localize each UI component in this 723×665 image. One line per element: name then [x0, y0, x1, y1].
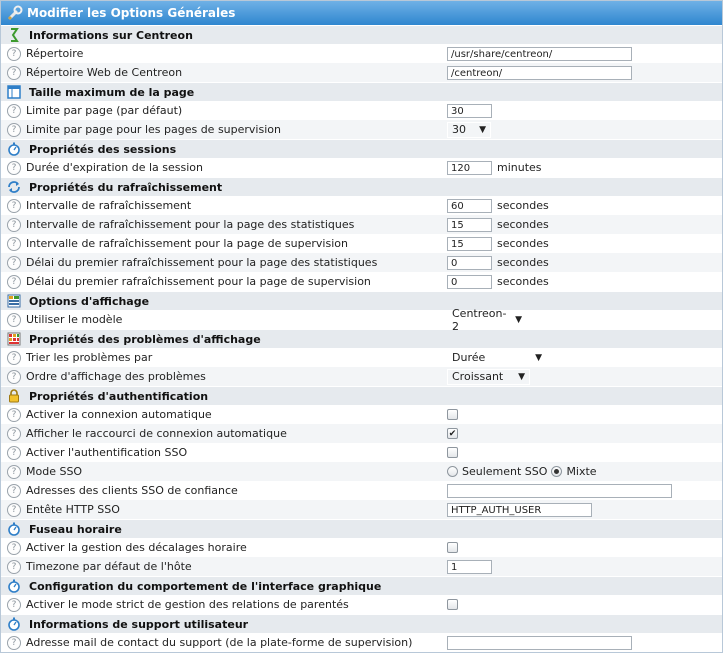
row-web-directory — [1, 63, 722, 82]
help-icon[interactable]: ? — [7, 47, 21, 61]
lock-icon — [7, 389, 21, 403]
stopwatch-icon — [7, 617, 21, 631]
help-icon[interactable]: ? — [7, 446, 21, 460]
select-value: Centreon-2 — [452, 306, 507, 333]
field-label: Timezone par défaut de l'hôte — [26, 560, 192, 573]
section-centreon-info — [1, 25, 722, 44]
sso-header-input[interactable]: HTTP_AUTH_USER — [447, 503, 592, 517]
sso-mixed-radio[interactable] — [551, 466, 562, 477]
timezone-enable-checkbox[interactable] — [447, 542, 458, 553]
page-layout-icon — [7, 85, 21, 99]
row-template — [1, 306, 722, 333]
sso-only-option[interactable] — [447, 465, 547, 478]
radio-label: Seulement SSO — [462, 465, 548, 478]
row-sso-header — [1, 500, 722, 519]
row-strict-parent-mode — [1, 595, 722, 614]
section-timezone — [1, 519, 722, 538]
help-icon[interactable]: ? — [7, 104, 21, 118]
section-title: Propriétés des sessions — [29, 142, 177, 156]
field-label: Limite par page (par défaut) — [26, 104, 183, 117]
unit-label: secondes — [497, 275, 549, 288]
section-user-support — [1, 614, 722, 633]
section-title: Configuration du comportement de l'interface graphique — [29, 579, 382, 593]
wrench-icon — [7, 5, 23, 21]
section-title: Propriétés d'authentification — [29, 389, 209, 403]
select-value: Croissant — [452, 370, 504, 383]
help-icon[interactable]: ? — [7, 123, 21, 137]
chevron-down-icon: ▼ — [518, 371, 525, 382]
help-icon[interactable]: ? — [7, 560, 21, 574]
field-label: Délai du premier rafraîchissement pour la page de supervision — [26, 275, 371, 288]
field-label: Activer le mode strict de gestion des relations de parentés — [26, 598, 349, 611]
section-title: Propriétés des problèmes d'affichage — [29, 332, 261, 346]
refresh-monitoring-input[interactable]: 15 — [447, 237, 492, 251]
field-label: Ordre d'affichage des problèmes — [26, 370, 206, 383]
unit-label: minutes — [497, 161, 542, 174]
help-icon[interactable]: ? — [7, 66, 21, 80]
refresh-icon — [7, 180, 21, 194]
field-label: Activer la connexion automatique — [26, 408, 212, 421]
field-label: Activer la gestion des décalages horaire — [26, 541, 247, 554]
select-value: Durée — [452, 351, 486, 364]
row-sort-problems — [1, 348, 722, 367]
row-support-email — [1, 633, 722, 652]
radio-label: Mixte — [566, 465, 597, 478]
section-display-options — [1, 291, 722, 310]
refresh-stats-input[interactable]: 15 — [447, 218, 492, 232]
row-refresh-stats — [1, 215, 722, 234]
help-icon[interactable]: ? — [7, 465, 21, 479]
autologin-checkbox[interactable] — [447, 409, 458, 420]
unit-label: secondes — [497, 256, 549, 269]
help-icon[interactable]: ? — [7, 313, 21, 327]
help-icon[interactable]: ? — [7, 199, 21, 213]
sso-only-radio[interactable] — [447, 466, 458, 477]
row-first-refresh-stats — [1, 253, 722, 272]
problems-grid-icon — [7, 332, 21, 346]
field-label: Entête HTTP SSO — [26, 503, 120, 516]
section-title: Informations sur Centreon — [29, 28, 193, 42]
help-icon[interactable]: ? — [7, 370, 21, 384]
field-label: Délai du premier rafraîchissement pour la page des statistiques — [26, 256, 378, 269]
section-refresh — [1, 177, 722, 196]
row-session-expiration — [1, 158, 722, 177]
row-refresh-interval — [1, 196, 722, 215]
autologin-shortcut-checkbox[interactable]: ✔ — [448, 428, 457, 439]
field-label: Adresses des clients SSO de confiance — [26, 484, 238, 497]
field-label: Répertoire Web de Centreon — [26, 66, 183, 79]
support-email-input[interactable] — [447, 636, 632, 650]
help-icon[interactable]: ? — [7, 503, 21, 517]
row-autologin-shortcut — [1, 424, 722, 443]
chevron-down-icon: ▼ — [515, 314, 522, 325]
row-sso-mode — [1, 462, 722, 481]
field-label: Afficher le raccourci de connexion automatique — [26, 427, 287, 440]
select-value: 30 — [452, 123, 466, 136]
session-expiration-input[interactable]: 120 — [447, 161, 492, 175]
sso-enable-checkbox[interactable] — [447, 447, 458, 458]
section-page-size — [1, 82, 722, 101]
strict-parent-mode-checkbox[interactable] — [447, 599, 458, 610]
field-label: Adresse mail de contact du support (de la plate-forme de supervision) — [26, 636, 413, 649]
field-label: Intervalle de rafraîchissement pour la page des statistiques — [26, 218, 355, 231]
section-title: Propriétés du rafraîchissement — [29, 180, 223, 194]
limit-default-input[interactable]: 30 — [447, 104, 492, 118]
stopwatch-icon — [7, 579, 21, 593]
sort-problems-select[interactable] — [447, 350, 547, 366]
unit-label: secondes — [497, 218, 549, 231]
help-icon[interactable]: ? — [7, 275, 21, 289]
row-first-refresh-monitoring — [1, 272, 722, 291]
field-label: Intervalle de rafraîchissement — [26, 199, 192, 212]
help-icon[interactable]: ? — [7, 636, 21, 650]
row-refresh-monitoring — [1, 234, 722, 253]
limit-monitoring-select[interactable] — [447, 122, 491, 138]
row-sso-enable — [1, 443, 722, 462]
help-icon[interactable]: ? — [7, 427, 21, 441]
stopwatch-icon — [7, 522, 21, 536]
sso-mixed-option[interactable] — [551, 465, 596, 478]
section-title: Taille maximum de la page — [29, 85, 195, 99]
help-icon[interactable]: ? — [7, 541, 21, 555]
panel-title-bar — [1, 1, 722, 25]
row-sso-trusted-clients — [1, 481, 722, 500]
centreon-logo-icon — [7, 28, 21, 42]
row-directory — [1, 44, 722, 63]
row-problems-order — [1, 367, 722, 386]
section-sessions — [1, 139, 722, 158]
section-problems — [1, 329, 722, 348]
web-directory-input[interactable]: /centreon/ — [447, 66, 632, 80]
template-select[interactable] — [447, 306, 527, 333]
section-title: Options d'affichage — [29, 294, 150, 308]
refresh-interval-input[interactable]: 60 — [447, 199, 492, 213]
field-label: Activer l'authentification SSO — [26, 446, 188, 459]
row-limit-monitoring — [1, 120, 722, 139]
section-title: Fuseau horaire — [29, 522, 122, 536]
help-icon[interactable]: ? — [7, 408, 21, 422]
first-refresh-monitoring-input[interactable]: 0 — [447, 275, 492, 289]
field-label: Intervalle de rafraîchissement pour la page de supervision — [26, 237, 348, 250]
help-icon[interactable]: ? — [7, 237, 21, 251]
panel-title: Modifier les Options Générales — [27, 6, 236, 20]
help-icon[interactable]: ? — [7, 161, 21, 175]
field-label: Répertoire — [26, 47, 84, 60]
chevron-down-icon: ▼ — [535, 352, 542, 363]
row-limit-default — [1, 101, 722, 120]
unit-label: secondes — [497, 199, 549, 212]
display-options-icon — [7, 294, 21, 308]
section-title: Informations de support utilisateur — [29, 617, 249, 631]
help-icon[interactable]: ? — [7, 484, 21, 498]
field-label: Mode SSO — [26, 465, 83, 478]
field-label: Trier les problèmes par — [26, 351, 153, 364]
directory-input[interactable]: /usr/share/centreon/ — [447, 47, 632, 61]
first-refresh-stats-input[interactable]: 0 — [447, 256, 492, 270]
section-gui-behavior — [1, 576, 722, 595]
field-label: Durée d'expiration de la session — [26, 161, 203, 174]
help-icon[interactable]: ? — [7, 218, 21, 232]
field-label: Limite par page pour les pages de supervision — [26, 123, 281, 136]
section-authentication — [1, 386, 722, 405]
host-timezone-input[interactable]: 1 — [447, 560, 492, 574]
row-timezone-enable — [1, 538, 722, 557]
help-icon[interactable]: ? — [7, 351, 21, 365]
problems-order-select[interactable] — [447, 369, 530, 385]
chevron-down-icon: ▼ — [479, 124, 486, 135]
help-icon[interactable]: ? — [7, 598, 21, 612]
unit-label: secondes — [497, 237, 549, 250]
help-icon[interactable]: ? — [7, 256, 21, 270]
stopwatch-icon — [7, 142, 21, 156]
row-host-timezone — [1, 557, 722, 576]
field-label: Utiliser le modèle — [26, 313, 123, 326]
row-autologin — [1, 405, 722, 424]
sso-trusted-clients-input[interactable] — [447, 484, 672, 498]
